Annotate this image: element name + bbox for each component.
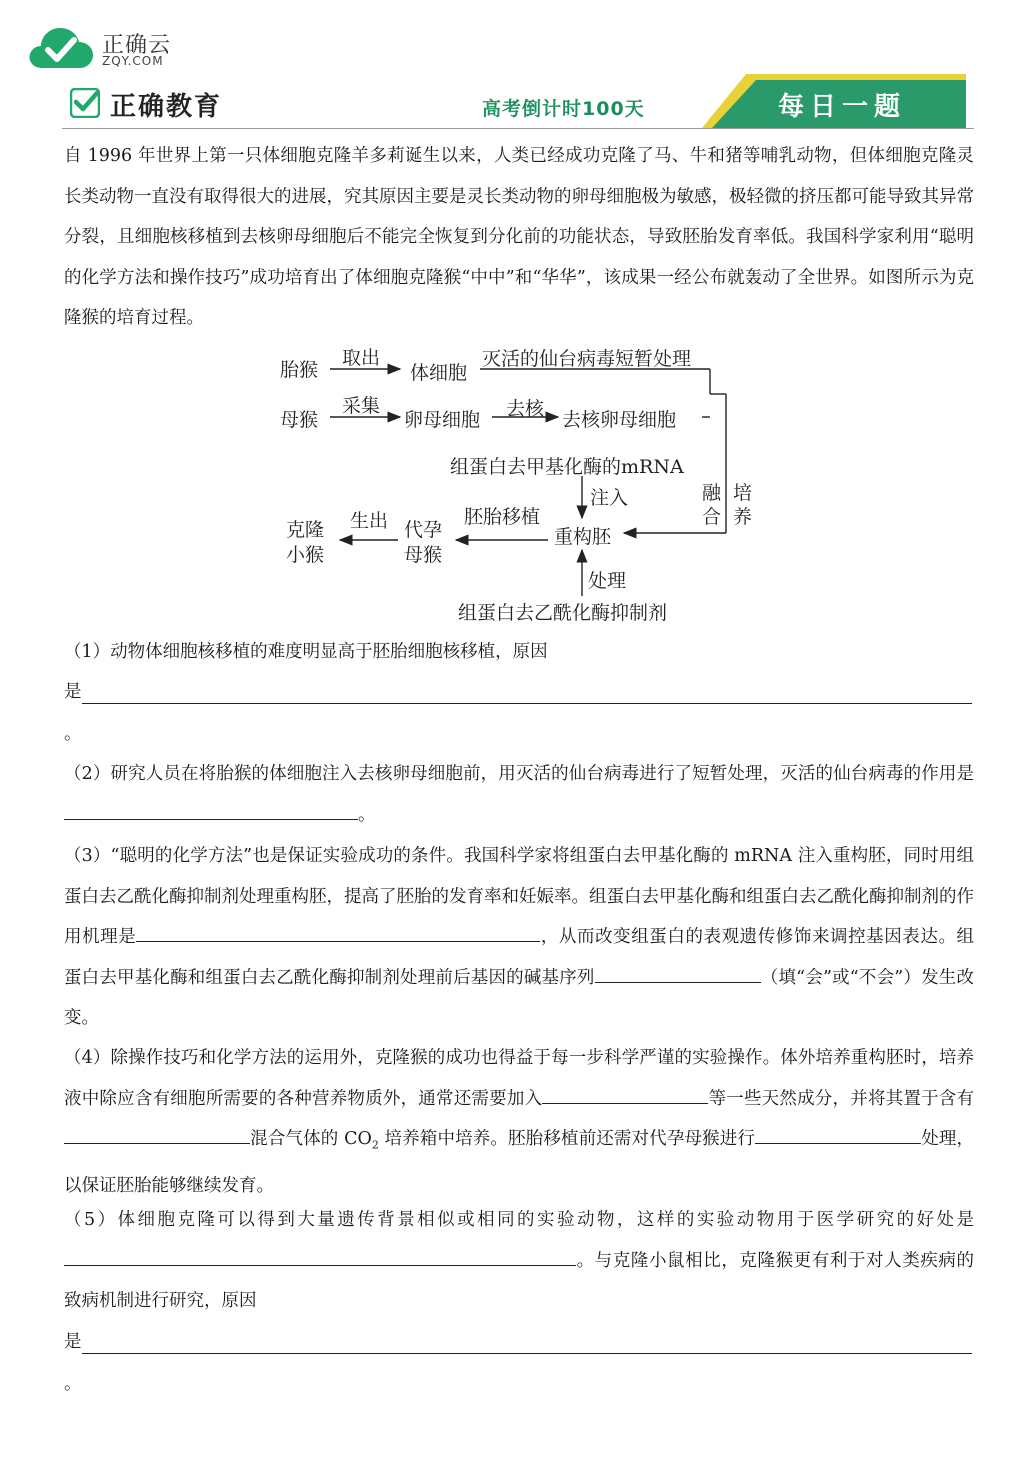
label-inject: 注入 xyxy=(590,487,629,509)
label-take-out: 取出 xyxy=(342,347,381,369)
q3-text-b: ，从而改变组蛋白的表观遗传修饰来调控基因表达。组蛋白去甲基化酶和组蛋白去乙酰化酶抑制剂处理前后基因的碱基序列 xyxy=(64,927,975,988)
q4-text-a: （4）除操作技巧和化学方法的运用外，克隆猴的成功也得益于每一步科学严谨的实验操作。体外培养重构胚时，培养液中除应含有细胞所需要的各种营养物质外，通常还需要加入 xyxy=(64,1048,974,1109)
q1-shi: 是 xyxy=(64,682,82,702)
label-collect: 采集 xyxy=(342,395,381,417)
q5-answer-blank-1[interactable] xyxy=(64,1243,576,1266)
question-2 xyxy=(64,754,974,835)
label-surrogate-1: 代孕 xyxy=(404,519,443,541)
label-birth: 生出 xyxy=(350,510,389,532)
q4-text-e: 处理，以保证胚胎能够继续发育。 xyxy=(64,1129,974,1196)
header-bar xyxy=(62,78,974,130)
q4-text-b: 等一些天然成分，并将其置于含有 xyxy=(708,1088,975,1109)
label-somatic-cell: 体细胞 xyxy=(410,362,468,384)
q3-answer-blank-2[interactable] xyxy=(595,960,761,983)
q5-text-b: 。与克隆小鼠相比，克隆猴更有利于对人类疾病的致病机制进行研究，原因 xyxy=(64,1250,974,1311)
label-fetal-monkey: 胎猴 xyxy=(280,359,319,381)
q1-answer-blank[interactable] xyxy=(82,687,972,704)
label-oocyte: 卵母细胞 xyxy=(404,409,481,431)
edu-title: 正确教育 xyxy=(110,92,223,122)
header-divider xyxy=(62,128,974,129)
label-enucleate: 去核 xyxy=(506,398,545,420)
label-fuse-1: 融 xyxy=(702,482,722,504)
cloud-check-icon xyxy=(28,24,94,72)
q5-answer-blank-2[interactable] xyxy=(82,1337,972,1354)
q3-answer-blank-1[interactable] xyxy=(136,919,540,942)
checkbox-icon xyxy=(70,88,100,118)
brand-url: ZQY.COM xyxy=(102,54,164,68)
label-inhibitor: 组蛋白去乙酰化酶抑制剂 xyxy=(458,602,668,624)
label-surrogate-2: 母猴 xyxy=(404,544,443,566)
label-enucleated-oocyte: 去核卵母细胞 xyxy=(562,409,677,431)
question-1 xyxy=(64,632,974,673)
q5-end: 。 xyxy=(64,1374,82,1394)
daily-label: 每日一题 xyxy=(778,92,907,122)
label-culture-1: 培 xyxy=(733,482,753,504)
label-treat: 处理 xyxy=(588,570,627,592)
q1-end: 。 xyxy=(64,724,82,744)
brand-logo xyxy=(28,22,228,74)
label-mother-monkey: 母猴 xyxy=(280,409,319,431)
question-5 xyxy=(64,1200,974,1322)
label-cloned-2: 小猴 xyxy=(286,544,325,566)
label-mrna: 组蛋白去甲基化酶的mRNA xyxy=(450,456,684,478)
cloning-process-diagram xyxy=(270,340,770,630)
q4-answer-blank-3[interactable] xyxy=(755,1121,921,1144)
brand-name: 正确云 xyxy=(102,33,172,58)
q5-shi: 是 xyxy=(64,1332,82,1352)
countdown-label: 高考倒计时100天 xyxy=(482,98,645,120)
q4-answer-blank-1[interactable] xyxy=(542,1081,708,1104)
label-virus-treatment: 灭活的仙台病毒短暂处理 xyxy=(482,348,692,370)
q3-text-c: （填“会”或“不会”）发生改变。 xyxy=(64,967,974,1028)
q5-text-a: （5）体细胞克隆可以得到大量遗传背景相似或相同的实验动物，这样的实验动物用于医学研究的好处是 xyxy=(64,1210,974,1230)
label-cloned-1: 克隆 xyxy=(286,519,325,541)
q2-text: （2）研究人员在将胎猴的体细胞注入去核卵母细胞前，用灭活的仙台病毒进行了短暂处理，灭活的仙台病毒的作用是 xyxy=(64,764,974,784)
question-3 xyxy=(64,836,974,1039)
label-culture-2: 养 xyxy=(733,506,753,528)
q4-text-d: 培养箱中培养。胚胎移植前还需对代孕母猴进行 xyxy=(378,1129,756,1149)
label-embryo-transfer: 胚胎移植 xyxy=(464,506,541,528)
q4-answer-blank-2[interactable] xyxy=(64,1121,250,1144)
label-fuse-2: 合 xyxy=(702,506,722,528)
label-reconstructed-embryo: 重构胚 xyxy=(554,526,612,548)
intro-paragraph: 自 1996 年世界上第一只体细胞克隆羊多莉诞生以来，人类已经成功克隆了马、牛和猪等哺乳动物，但体细胞克隆灵长类动物一直没有取得很大的进展，究其原因主要是灵长类动物的卵母细胞极为敏感，极轻微的挤压都可能导致其异常分裂，且细胞核移植到去核卵母细胞后不能完全恢复到分化前的功能状态，导致胚胎发育率低。我国科学家利用“聪明的化学方法和操作技巧”成功培育出了体细胞克隆猴“中中”和“华华”，该成果一经公布就轰动了全世界。如图所示为克隆猴的培育过程。 xyxy=(64,146,974,328)
q2-end: 。 xyxy=(358,804,376,825)
question-4 xyxy=(64,1038,974,1207)
q4-text-c: 混合气体的 CO xyxy=(250,1129,372,1149)
q4-subscript: 2 xyxy=(371,1138,379,1152)
q1-text: （1）动物体细胞核移植的难度明显高于胚胎细胞核移植，原因 xyxy=(64,642,548,662)
q3-text-a: （3）“聪明的化学方法”也是保证实验成功的条件。我国科学家将组蛋白去甲基化酶的 mRNA 注入重构胚，同时用组蛋白去乙酰化酶抑制剂处理重构胚，提高了胚胎的发育率和妊娠率。组蛋白去甲基化酶和组蛋白去乙酰化酶抑制剂的作用机理是 xyxy=(64,846,974,947)
q2-answer-blank[interactable] xyxy=(64,797,358,820)
